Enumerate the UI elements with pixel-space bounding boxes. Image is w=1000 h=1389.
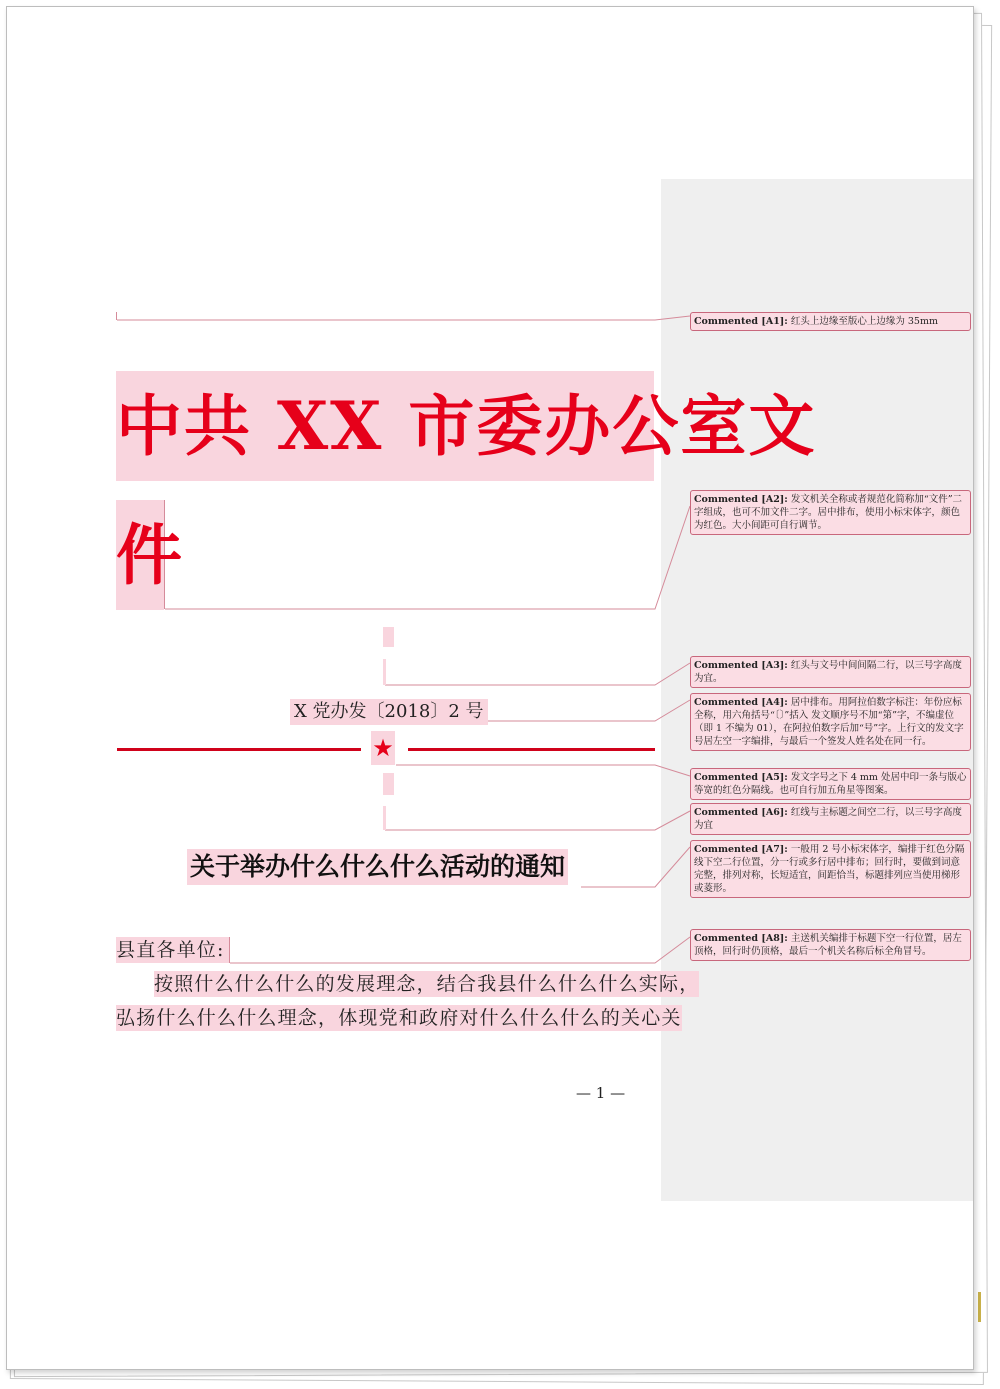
- blank-line-marker: [383, 627, 394, 647]
- comment-a2[interactable]: [690, 490, 971, 535]
- blank-line-marker: [383, 806, 386, 830]
- comment-tag: Commented [A2]:: [694, 494, 788, 505]
- comment-a8[interactable]: [690, 929, 971, 961]
- comment-a7[interactable]: [690, 840, 971, 898]
- comment-a4[interactable]: [690, 693, 971, 751]
- comment-tag: Commented [A6]:: [694, 807, 788, 818]
- document-title: 关于举办什么什么什么活动的通知: [187, 849, 568, 885]
- body-line-1: 按照什么什么什么的发展理念，结合我县什么什么什么实际，: [154, 973, 700, 995]
- blank-line-marker: [383, 773, 394, 795]
- header-title-line2: 件: [116, 516, 182, 594]
- anchor-mark-a1: [116, 312, 117, 320]
- recipient-line: 县直各单位:: [116, 937, 229, 963]
- comment-a5[interactable]: [690, 768, 971, 800]
- comment-a3[interactable]: [690, 656, 971, 688]
- comment-tag: Commented [A1]:: [694, 316, 788, 327]
- comment-text: 发文字号之下 4 mm 处居中印一条与版心等宽的红色分隔线。也可自行加五角星等图案。: [694, 772, 967, 796]
- red-separator-left: [117, 748, 361, 751]
- red-separator-right: [408, 748, 655, 751]
- comment-text: 一般用 2 号小标宋体字，编排于红色分隔线下空二行位置，分一行或多行居中排布；回行时，要做到词意完整，排列对称，长短适宜，间距恰当，标题排列应当使用梯形或菱形。: [694, 844, 965, 894]
- comment-a6[interactable]: [690, 803, 971, 835]
- comment-tag: Commented [A3]:: [694, 660, 788, 671]
- blank-line-marker: [383, 659, 386, 685]
- comment-a1[interactable]: [690, 312, 971, 331]
- body-line-2: 弘扬什么什么什么理念，体现党和政府对什么什么什么的关心关: [116, 1007, 682, 1029]
- comment-tag: Commented [A7]:: [694, 844, 788, 855]
- comment-tag: Commented [A5]:: [694, 772, 788, 783]
- comment-text: 红头与文号中间间隔二行，以三号字高度为宜。: [694, 660, 962, 684]
- comment-text: 红头上边缘至版心上边缘为 35mm: [790, 316, 938, 327]
- comment-text: 主送机关编排于标题下空一行位置，居左顶格，回行时仍顶格，最后一个机关名称后标全角冒号。: [694, 933, 962, 957]
- comment-tag: Commented [A4]:: [694, 697, 788, 708]
- header-title-line1: 中共 XX 市委办公室文: [116, 387, 817, 465]
- comment-text: 红线与主标题之间空二行，以三号字高度为宜: [694, 807, 962, 831]
- paper-edge-mark: [978, 1292, 981, 1322]
- comment-text: 发文机关全称或者规范化简称加“文件”二字组成，也可不加文件二字。居中排布，使用小标宋体字，颜色为红色。大小间距可自行调节。: [694, 494, 963, 531]
- comment-tag: Commented [A8]:: [694, 933, 788, 944]
- page-number: — 1 —: [576, 1084, 626, 1102]
- comment-text: 居中排布。用阿拉伯数字标注：年份应标全称，用六角括号“〔〕”括入 发文顺序号不加“第”字，不编虚位（即 1 不编为 01），在阿拉伯数字后加“号”字。上行文的发文字号居左空一字编排，与最后一个签发人姓名处在同一行。: [694, 697, 964, 747]
- document-number: X 党办发〔2018〕2 号: [290, 699, 488, 725]
- separator-star-icon: ★: [371, 731, 395, 765]
- anchor-mark-a8: [229, 937, 230, 963]
- comment-pane: [661, 179, 973, 1201]
